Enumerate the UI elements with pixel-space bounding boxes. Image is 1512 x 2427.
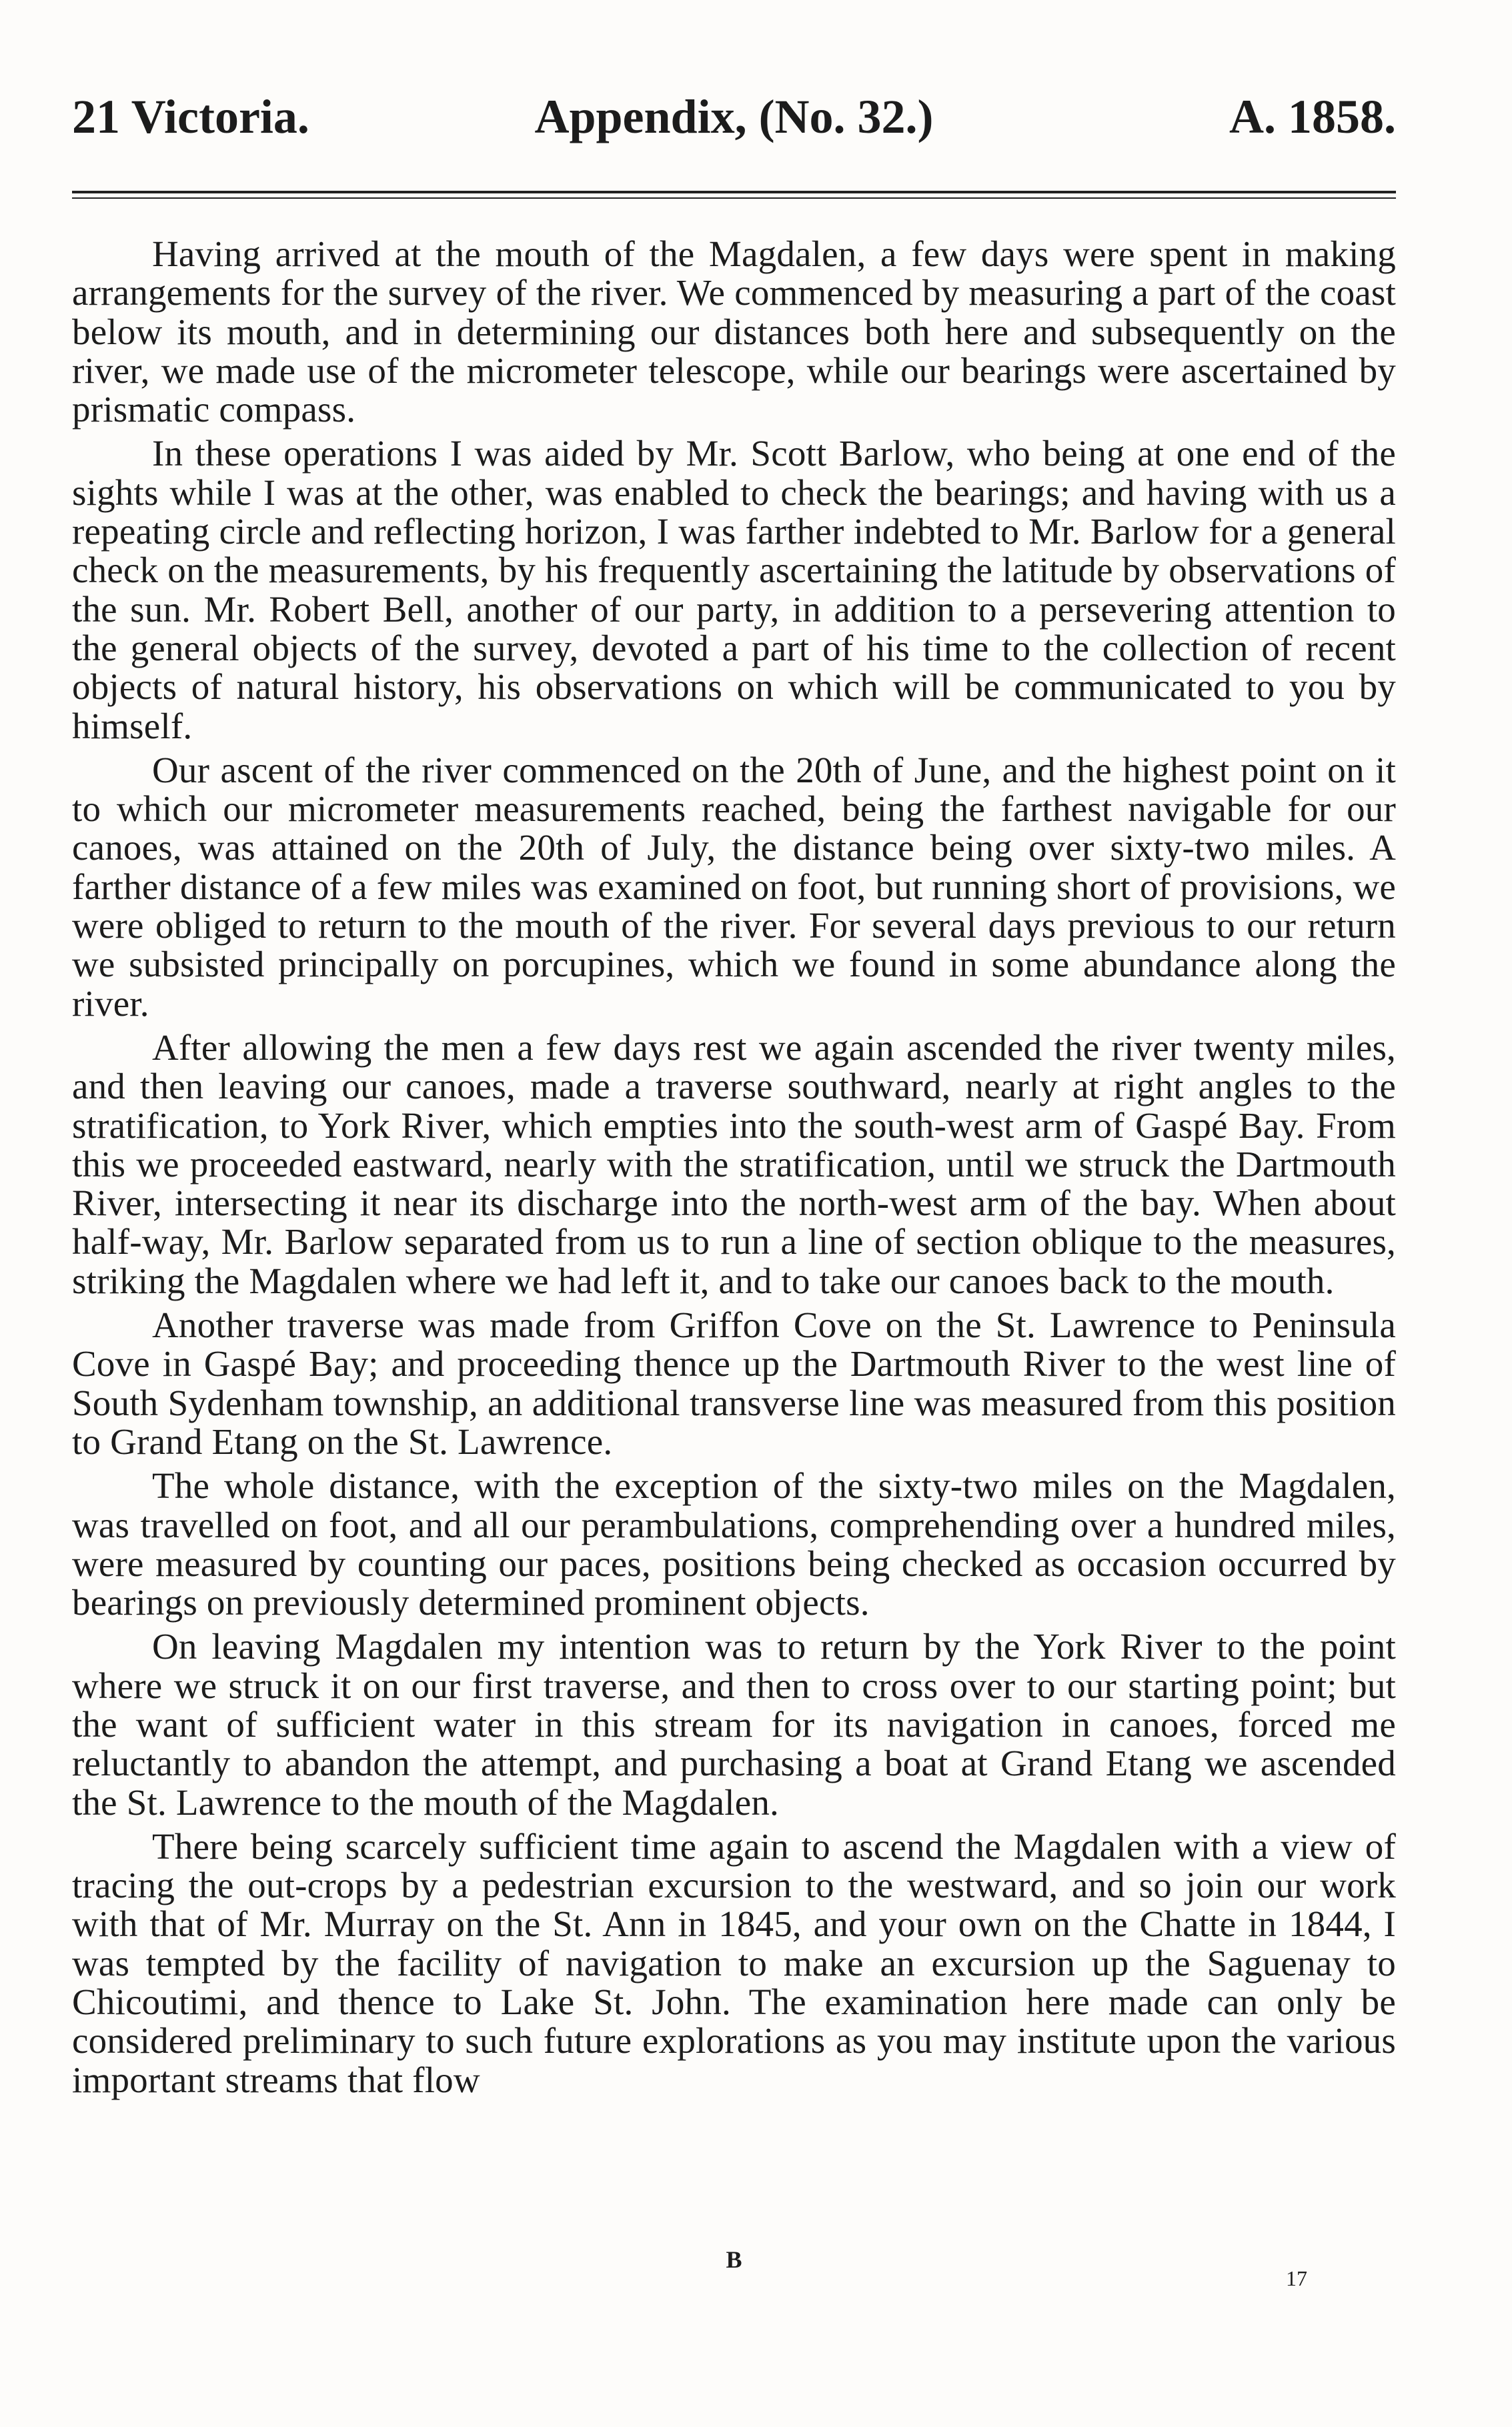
body-text	[72, 235, 1396, 2105]
paragraph: Having arrived at the mouth of the Magdalen, a few days were spent in making arrangements for the survey of the river. We commenced by measuring a part of the coast below its mouth, and in determining our distances both here and subsequently on the river, we made use of the micrometer telescope, while our bearings were ascertained by prismatic compass.	[72, 233, 1396, 430]
paragraph: Another traverse was made from Griffon Cove on the St. Lawrence to Peninsula Cove in Gaspé Bay; and proceeding thence up the Dartmouth River to the west line of South Sydenham township, an additional transverse line was measured from this position to Grand Etang on the St. Lawrence.	[72, 1305, 1396, 1462]
paragraph: There being scarcely sufficient time again to ascend the Magdalen with a view of tracing the out-crops by a pedestrian excursion to the westward, and so join our work with that of Mr. Murray on the St. Ann in 1845, and your own on the Chatte in 1844, I was tempted by the facility of navigation to make an excursion up the Saguenay to Chicoutimi, and thence to Lake St. John. The examination here made can only be considered preliminary to such future explorations as you may institute upon the various important streams that flow	[72, 1825, 1396, 2100]
signature-mark: B	[726, 2246, 742, 2273]
header-year: A. 1858.	[1229, 90, 1396, 143]
header-appendix: Appendix, (No. 32.)	[534, 90, 934, 143]
page-number: 17	[1286, 2266, 1307, 2290]
document-page	[72, 0, 1396, 2427]
header-rule-thin	[72, 197, 1396, 199]
header-session: 21 Victoria.	[72, 90, 309, 143]
paragraph: After allowing the men a few days rest we again ascended the river twenty miles, and then leaving our canoes, made a traverse southward, nearly at right angles to the stratification, to York River, which empties into the south-west arm of Gaspé Bay. From this we proceeded eastward, nearly with the stratification, until we struck the Dartmouth River, intersecting it near its discharge into the north-west arm of the bay. When about half-way, Mr. Barlow separated from us to run a line of section oblique to the measures, striking the Magdalen where we had left it, and to take our canoes back to the mouth.	[72, 1026, 1396, 1301]
paragraph: On leaving Magdalen my intention was to return by the York River to the point where we struck it on our first traverse, and then to cross over to our starting point; but the want of sufficient water in this stream for its navigation in canoes, forced me reluctantly to abandon the attempt, and purchasing a boat at Grand Etang we ascended the St. Lawrence to the mouth of the Magdalen.	[72, 1626, 1396, 1823]
paragraph: Our ascent of the river commenced on the 20th of June, and the highest point on it to which our micrometer measurements reached, being the farthest navigable for our canoes, was attained on the 20th of July, the distance being over sixty-two miles. A farther distance of a few miles was examined on foot, but running short of provisions, we were obliged to return to the mouth of the river. For several days previous to our return we subsisted principally on porcupines, which we found in some abundance along the river.	[72, 749, 1396, 1024]
paragraph: In these operations I was aided by Mr. Scott Barlow, who being at one end of the sights while I was at the other, was enabled to check the bearings; and having with us a repeating circle and reflecting horizon, I was farther indebted to Mr. Barlow for a general check on the measurements, by his frequently ascertaining the latitude by observations of the sun. Mr. Robert Bell, another of our party, in addition to a persevering attention to the general objects of the survey, devoted a part of his time to the collection of recent objects of natural history, his observations on which will be communicated to you by himself.	[72, 433, 1396, 746]
paragraph: The whole distance, with the exception of the sixty-two miles on the Magdalen, was travelled on foot, and all our perambulations, comprehending over a hundred miles, were measured by counting our paces, positions being checked as occasion occurred by bearings on previously determined prominent objects.	[72, 1465, 1396, 1623]
header-rule-thick	[72, 191, 1396, 193]
page-header	[72, 83, 1396, 150]
